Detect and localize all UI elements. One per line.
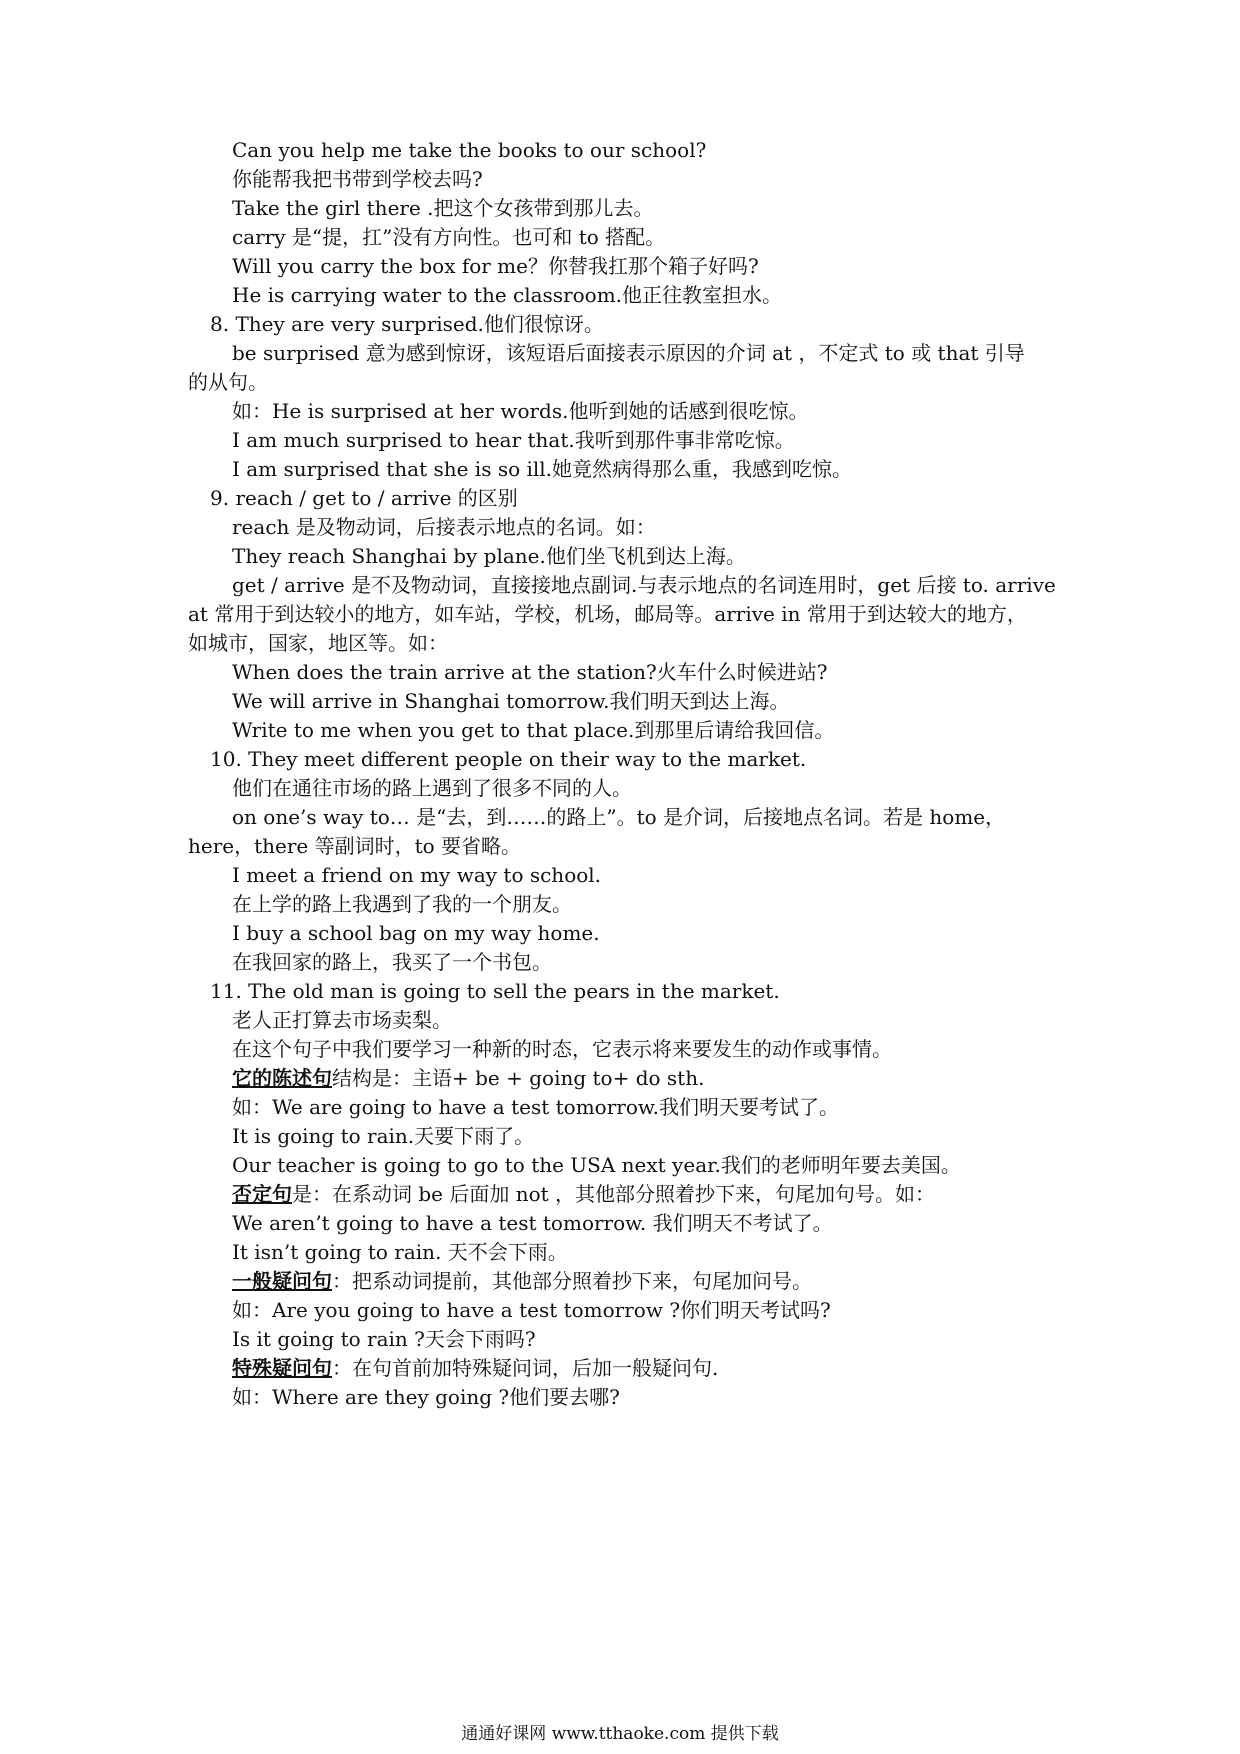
text-line: Is it going to rain ?天会下雨吗?	[232, 1327, 536, 1351]
negative-rule	[232, 1178, 1072, 1210]
wh-question-text: ：在句首前加特殊疑问词，后加一般疑问句.	[332, 1356, 719, 1380]
section-heading-8: 8. They are very surprised.他们很惊讶。	[210, 312, 604, 336]
text-line: carry 是“提，扛”没有方向性。也可和 to 搭配。	[232, 225, 666, 249]
text-line: He is carrying water to the classroom.他正往教室担水。	[232, 283, 783, 307]
text-line: We will arrive in Shanghai tomorrow.我们明天到达上海。	[232, 689, 790, 713]
text-line: at 常用于到达较小的地方，如车站，学校，机场，邮局等。arrive in 常用于到达较大的地方，	[188, 602, 1027, 626]
text-line: We aren’t going to have a test tomorrow. 我们明天不考试了。	[232, 1211, 833, 1235]
text-line: Take the girl there .把这个女孩带到那儿去。	[232, 196, 654, 220]
section-heading-9: 9. reach / get to / arrive 的区别	[210, 486, 518, 510]
text-line: It isn’t going to rain. 天不会下雨。	[232, 1240, 568, 1264]
text-line: I am much surprised to hear that.我听到那件事非常吃惊。	[232, 428, 795, 452]
question-label: 一般疑问句	[232, 1269, 332, 1293]
text-line: 如：We are going to have a test tomorrow.我们明天要考试了。	[232, 1095, 839, 1119]
text-line: 如：Are you going to have a test tomorrow ?你们明天考试吗?	[232, 1298, 831, 1322]
text-line: 如：He is surprised at her words.他听到她的话感到很吃惊。	[232, 399, 809, 423]
text-line: They reach Shanghai by plane.他们坐飞机到达上海。	[232, 544, 746, 568]
text-line: 如：Where are they going ?他们要去哪?	[232, 1385, 620, 1409]
text-line: on one’s way to… 是“去，到……的路上”。to 是介词，后接地点名词。若是 home，	[232, 805, 1006, 829]
negative-label: 否定句	[232, 1182, 292, 1206]
section-heading-11: 11. The old man is going to sell the pears in the market.	[210, 979, 780, 1003]
text-line: 老人正打算去市场卖梨。	[232, 1008, 452, 1032]
wh-question-label: 特殊疑问句	[232, 1356, 332, 1380]
text-line: Write to me when you get to that place.到那里后请给我回信。	[232, 718, 835, 742]
question-rule	[232, 1265, 1072, 1297]
wh-question-rule	[232, 1352, 1072, 1384]
text-line: When does the train arrive at the station?火车什么时候进站?	[232, 660, 828, 684]
text-line: 他们在通往市场的路上遇到了很多不同的人。	[232, 776, 632, 800]
text-line: reach 是及物动词，后接表示地点的名词。如：	[232, 515, 656, 539]
text-line: I meet a friend on my way to school.	[232, 863, 602, 887]
text-line: 在我回家的路上，我买了一个书包。	[232, 950, 552, 974]
text-line: It is going to rain.天要下雨了。	[232, 1124, 535, 1148]
text-line: Can you help me take the books to our school?	[232, 138, 707, 162]
text-line: be surprised 意为感到惊讶，该短语后面接表示原因的介词 at ，不定式 to 或 that 引导	[232, 341, 1025, 365]
text-line: Will you carry the box for me？你替我扛那个箱子好吗?	[232, 254, 759, 278]
text-line: 的从句。	[188, 370, 268, 394]
text-line: Our teacher is going to go to the USA next year.我们的老师明年要去美国。	[232, 1153, 961, 1177]
text-line: I am surprised that she is so ill.她竟然病得那么重，我感到吃惊。	[232, 457, 853, 481]
statement-rule	[232, 1062, 1072, 1094]
text-line: get / arrive 是不及物动词，直接接地点副词.与表示地点的名词连用时，get 后接 to. arrive	[232, 573, 1056, 597]
text-line: here，there 等副词时，to 要省略。	[188, 834, 522, 858]
text-line: 在上学的路上我遇到了我的一个朋友。	[232, 892, 572, 916]
section-heading-10: 10. They meet different people on their way to the market.	[210, 747, 807, 771]
text-line: 你能帮我把书带到学校去吗?	[232, 167, 483, 191]
text-line: 如城市，国家，地区等。如：	[188, 631, 448, 655]
text-line: 在这个句子中我们要学习一种新的时态，它表示将来要发生的动作或事情。	[232, 1037, 892, 1061]
statement-text: 结构是：主语+ be + going to+ do sth.	[332, 1066, 705, 1090]
statement-label: 它的陈述句	[232, 1066, 332, 1090]
question-text: ：把系动词提前，其他部分照着抄下来，句尾加问号。	[332, 1269, 812, 1293]
text-line: I buy a school bag on my way home.	[232, 921, 600, 945]
negative-text: 是：在系动词 be 后面加 not ，其他部分照着抄下来，句尾加句号。如：	[292, 1182, 936, 1206]
page-footer: 通通好课网 www.tthaoke.com 提供下载	[461, 1724, 779, 1744]
